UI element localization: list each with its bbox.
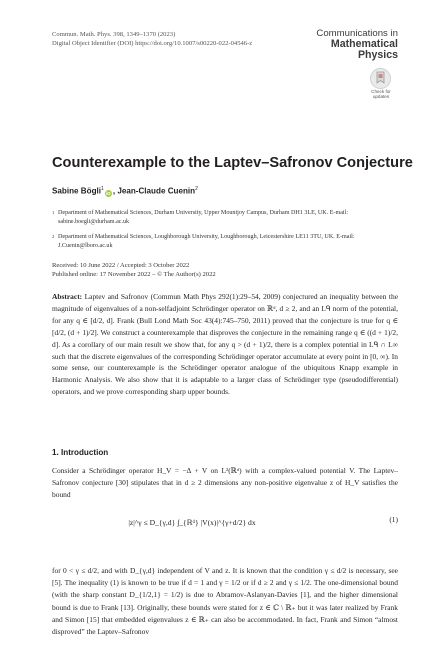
journal-name-line1: Communications in — [316, 28, 398, 39]
abstract-label: Abstract: — [52, 292, 83, 301]
affiliation — [52, 209, 402, 226]
doi-line[interactable]: Digital Object Identifier (DOI) https://doi.org/10.1007/s00220-022-04546-z — [52, 39, 253, 47]
abstract-text: Laptev and Safronov (Commun Math Phys 292(1):29–54, 2009) conjectured an inequality between the magnitude of eigenvalues of a non-selfadjoint Schrödinger operator on ℝᵈ, d ≥ 2, and an Lᑫ norm of the potential, for any q ∈ [d/2, d]. Frank (Bull Lond Math Soc 43(4):745–750, 2011) proved that the conjecture is true for q ∈ [d/2, (d + 1)/2]. We construct a counterexample that disproves the conjecture in the remaining range q ∈ ((d + 1)/2, d]. As a corollary of our main result we show that, for any q > (d + 1)/2, there is a complex potential in Lᑫ ∩ L∞ such that the discrete eigenvalues of the corresponding Schrödinger operator accumulate at every point in [0, ∞). In some sense, our counterexample is the Schrödinger operator analogue of the ubiquitous Knapp example in Harmonic Analysis. We also show that it is adaptable to a larger class of Schrödinger type (pseudodifferential) operators, and we prove corresponding sharp upper bounds. — [52, 292, 398, 397]
article-title: Counterexample to the Laptev–Safronov Conjecture — [52, 155, 413, 171]
equation-block — [52, 506, 398, 538]
check-updates-line2: updates — [372, 94, 390, 100]
journal-name-line3: Physics — [357, 49, 398, 61]
received-accepted-dates: Received: 10 June 2022 / Accepted: 3 October 2022 — [52, 262, 190, 269]
publication-dates — [52, 262, 216, 279]
bookmark-icon — [374, 71, 387, 84]
author-affiliation-mark: 2 — [195, 186, 198, 192]
author-name[interactable]: Sabine Bögli — [52, 186, 102, 196]
author-name[interactable]: Jean-Claude Cuenin — [117, 186, 196, 196]
orcid-icon[interactable]: iD — [106, 190, 111, 196]
check-updates-line1: Check for — [371, 89, 391, 94]
affiliation-number: 2 — [52, 234, 55, 239]
check-updates-label — [364, 89, 398, 99]
section-heading: 1. Introduction — [52, 448, 109, 457]
author-list — [52, 186, 198, 197]
intro-paragraph: Consider a Schrödinger operator H_V = −Δ + V on L²(ℝᵈ) with a complex-valued potential V. The Laptev–Safronov conjecture [30] stipulates that in d ≥ 2 dimensions any non-positive eigenvalue z of H_V satisfies the bound — [52, 466, 398, 500]
journal-citation: Commun. Math. Phys. 398, 1349–1370 (2023) — [52, 31, 176, 38]
journal-reference — [52, 31, 302, 48]
abstract — [52, 291, 398, 398]
affiliation-text: Department of Mathematical Sciences, Durham University, Upper Mountjoy Campus, Durham DH1 3LE, UK. E-mail: sabine.boegli@durham.ac.uk — [58, 210, 349, 225]
published-online-date: Published online: 17 November 2022 – © The Author(s) 2022 — [52, 270, 216, 278]
equation-number: (1) — [389, 515, 398, 524]
intro-paragraph: for 0 < γ ≤ d/2, and with D_{γ,d} independent of V and z. It is known that the condition γ ≤ d/2 is necessary, see [5]. The inequality (1) is known to be true if d = 1 and γ = 1/2 or if d ≥ 2 and γ ≤ 1/2. The one-dimensional bound (with the sharp constant D_{1/2,1} = 1/2) is due to Abramov-Aslanyan-Davies [1], and the higher dimensional bound is due to Frank [13]. Originally, these bounds were stated for z ∈ ℂ \ ℝ₊ but it was later realized by Frank and Simon [15] that embedded eigenvalues z ∈ ℝ₊ can also be accommodated. In fact, Frank and Simon “almost disproved” the Laptev–Safronov — [52, 566, 398, 637]
journal-name-line2: Mathematical — [330, 38, 398, 50]
author-affiliation-mark: 1 — [101, 186, 104, 192]
author-separator: , — [112, 186, 118, 196]
equation-text: |z|^γ ≤ D_{γ,d} ∫_{ℝᵈ} |V(x)|^{γ+d/2} dx — [128, 518, 256, 527]
journal-name — [306, 28, 398, 61]
equation-display — [52, 506, 352, 538]
affiliation-text: Department of Mathematical Sciences, Loughborough University, Loughborough, Leicestershire LE11 3TU, UK. E-mail: J.Cuenin@lboro.ac.uk — [58, 234, 355, 249]
affiliation-number: 1 — [52, 210, 55, 215]
check-for-updates-badge[interactable] — [364, 68, 398, 101]
affiliation — [52, 233, 402, 250]
